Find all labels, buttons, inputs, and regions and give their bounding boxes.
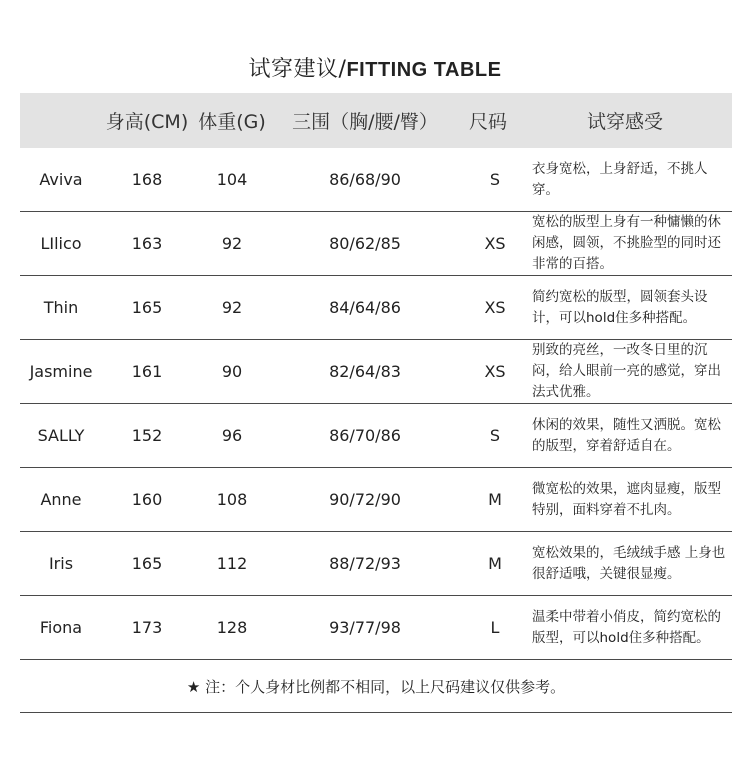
cell-weight: 108 (216, 490, 248, 509)
cell-name: Fiona (39, 618, 83, 637)
cell-size: S (489, 426, 501, 445)
cell-feel: 别致的亮丝，一改冬日里的沉闷，给人眼前一亮的感觉，穿出法式优雅。 (532, 342, 721, 400)
cell-size: XS (484, 234, 506, 253)
cell-size: XS (484, 298, 506, 317)
cell-size: S (489, 170, 501, 189)
cell-feel: 休闲的效果，随性又洒脱。宽松的版型，穿着舒适自在。 (532, 416, 721, 454)
cell-feel: 温柔中带着小俏皮，简约宽松的版型，可以hold住多种搭配。 (532, 608, 721, 646)
table-row (20, 148, 732, 212)
cell-measurements: 88/72/93 (329, 554, 401, 573)
table-row (20, 532, 732, 596)
cell-height: 173 (131, 618, 163, 637)
cell-height: 152 (131, 426, 163, 445)
cell-weight: 128 (216, 618, 248, 637)
cell-measurements: 93/77/98 (329, 618, 401, 637)
cell-measurements: 82/64/83 (329, 362, 401, 381)
title-en: FITTING TABLE (346, 59, 502, 81)
cell-measurements: 90/72/90 (329, 490, 401, 509)
table-row (20, 276, 732, 340)
cell-feel: 宽松的版型上身有一种慵懒的休闲感，圆领，不挑脸型的同时还非常的百搭。 (532, 214, 721, 272)
footnote: ★ 注：个人身材比例都不相同，以上尺码建议仅供参考。 (20, 660, 732, 713)
table-row (20, 340, 732, 404)
cell-feel: 微宽松的效果，遮肉显瘦，版型特别，面料穿着不扎肉。 (532, 480, 721, 518)
header-size: 尺码 (468, 111, 507, 133)
cell-height: 168 (131, 170, 163, 189)
cell-measurements: 84/64/86 (329, 298, 401, 317)
cell-weight: 92 (221, 298, 243, 317)
table-row (20, 212, 732, 276)
table-row (20, 404, 732, 468)
cell-feel: 简约宽松的版型，圆领套头设计，可以hold住多种搭配。 (532, 288, 708, 326)
cell-weight: 90 (221, 362, 243, 381)
cell-size: L (490, 618, 500, 637)
cell-name: Iris (48, 554, 74, 573)
header-weight: 体重(G) (198, 111, 266, 133)
header-measurements: 三围（胸/腰/臀） (292, 111, 438, 133)
cell-measurements: 86/70/86 (329, 426, 401, 445)
cell-weight: 92 (221, 234, 243, 253)
cell-weight: 112 (216, 554, 248, 573)
cell-name: Aviva (39, 170, 83, 189)
cell-size: M (488, 490, 502, 509)
cell-height: 163 (131, 234, 163, 253)
header-feel: 试穿感受 (586, 111, 663, 133)
cell-size: M (488, 554, 502, 573)
table-row (20, 596, 732, 660)
cell-name: Jasmine (29, 362, 93, 381)
cell-height: 165 (131, 554, 163, 573)
cell-measurements: 86/68/90 (329, 170, 401, 189)
cell-height: 160 (131, 490, 163, 509)
header-height: 身高(CM) (105, 111, 189, 133)
cell-name: Thin (43, 298, 79, 317)
cell-name: Anne (40, 490, 82, 509)
cell-feel: 宽松效果的，毛绒绒手感 上身也很舒适哦，关键很显瘦。 (532, 544, 726, 582)
table-row (20, 468, 732, 532)
cell-size: XS (484, 362, 506, 381)
cell-weight: 96 (221, 426, 243, 445)
fitting-table (20, 93, 732, 713)
cell-name: LIlico (40, 234, 82, 253)
title-cn: 试穿建议/ (248, 57, 347, 82)
cell-measurements: 80/62/85 (329, 234, 401, 253)
cell-height: 161 (131, 362, 163, 381)
table-header (20, 93, 732, 148)
cell-weight: 104 (216, 170, 248, 189)
cell-height: 165 (131, 298, 163, 317)
cell-name: SALLY (37, 426, 85, 445)
page-title (0, 52, 750, 83)
cell-feel: 衣身宽松，上身舒适，不挑人穿。 (532, 160, 708, 198)
